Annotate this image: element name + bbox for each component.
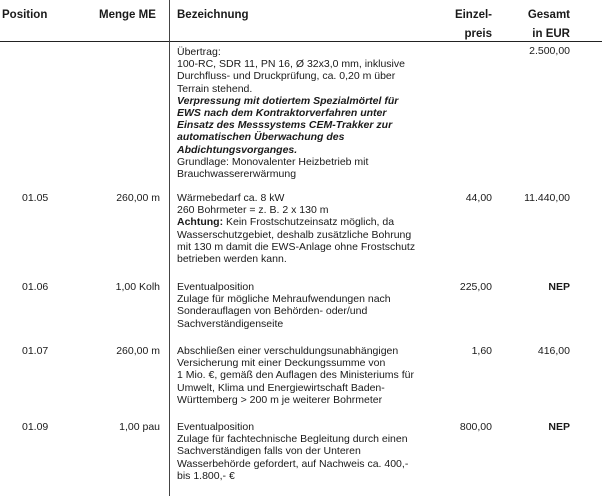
row-line: Sachverständigen falls von der Unteren (177, 445, 361, 458)
column-divider (169, 0, 170, 496)
row-line: Sachverständigenseite (177, 317, 284, 330)
row-line: Versicherung mit einer Deckungssumme von (177, 357, 386, 370)
row-gesamt: NEP (548, 421, 570, 433)
row-position: 01.05 (22, 192, 49, 204)
carry-line: Übertrag: (177, 46, 221, 58)
row-description (177, 192, 447, 265)
header-gesamt-line1: Gesamt (527, 9, 570, 21)
row-line (177, 216, 447, 228)
carry-description (177, 46, 447, 180)
row-gesamt: 11.440,00 (524, 192, 570, 204)
carry-line: Grundlage: Monovalenter Heizbetrieb mit (177, 155, 369, 168)
carry-bold-line: Einsatz des Messsystems CEM-Trakker zur (177, 119, 393, 132)
row-einzelpreis: 1,60 (471, 345, 492, 357)
header-position: Position (2, 9, 48, 21)
row-line: Abschließen einer verschuldungsunabhängigen (177, 345, 399, 357)
carry-bold-line: EWS nach dem Kontraktorverfahren unter (177, 107, 387, 120)
row-line: Wärmebedarf ca. 8 kW (177, 192, 285, 204)
carry-line: 100-RC, SDR 11, PN 16, Ø 32x3,0 mm, inklusive (177, 58, 405, 71)
achtung-text: Kein Frostschutzeinsatz möglich, da (223, 216, 395, 229)
row-line: mit 130 m damit die EWS-Anlage ohne Frostschutz (177, 240, 416, 253)
row-gesamt: 416,00 (537, 345, 570, 357)
row-menge: 260,00 m (116, 192, 160, 204)
row-line: Eventualposition (177, 421, 255, 433)
row-line: Wasserbehörde gefordert, auf Nachweis ca. 400,- (177, 457, 409, 470)
carry-line: Terrain stehend. (177, 82, 253, 95)
achtung-label: Achtung: (177, 216, 224, 229)
row-position: 01.06 (22, 281, 49, 293)
header-gesamt (510, 8, 570, 42)
header-einzelpreis (440, 8, 492, 42)
carry-bold-line: Abdichtungsvorganges. (177, 143, 298, 156)
row-description (177, 421, 447, 482)
carry-line: Durchfluss- und Druckprüfung, ca. 0,20 m über (177, 70, 396, 83)
row-line: bis 1.800,- € (177, 469, 235, 482)
row-line: Zulage für mögliche Mehraufwendungen nach (177, 293, 391, 306)
row-line: Umwelt, Klima und Energiewirtschaft Baden- (177, 381, 385, 394)
row-line: Sonderauflagen von Behörden- oder/und (177, 305, 368, 318)
row-description (177, 281, 447, 330)
row-line: Eventualposition (177, 281, 255, 293)
header-gesamt-line2: in EUR (532, 28, 570, 40)
carry-line: Brauchwassererwärmung (177, 168, 297, 181)
carry-bold-line: Verpressung mit dotiertem Spezialmörtel für (177, 94, 399, 107)
row-menge: 260,00 m (116, 345, 160, 357)
row-line: Wasserschutzgebiet, deshalb zusätzliche Bohrung (177, 228, 412, 241)
row-einzelpreis: 800,00 (459, 421, 492, 433)
row-menge: 1,00 Kolh (115, 281, 160, 293)
row-position: 01.07 (22, 345, 49, 357)
header-menge: Menge ME (99, 9, 156, 21)
header-einzelpreis-line1: Einzel- (454, 9, 492, 21)
row-line: Württemberg > 200 m je weiterer Bohrmeter (177, 393, 383, 406)
row-einzelpreis: 44,00 (465, 192, 492, 204)
carry-total: 2.500,00 (529, 45, 570, 57)
header-bezeichnung: Bezeichnung (177, 9, 249, 21)
row-line: 1 Mio. €, gemäß den Auflagen des Ministeriums für (177, 369, 414, 382)
row-menge: 1,00 pau (119, 421, 160, 433)
header-einzelpreis-line2: preis (464, 28, 492, 40)
row-description (177, 345, 447, 406)
row-line: betrieben werden kann. (177, 253, 287, 266)
row-line: 260 Bohrmeter = z. B. 2 x 130 m (177, 204, 329, 217)
row-position: 01.09 (22, 421, 49, 433)
row-line: Zulage für fachtechnische Begleitung durch einen (177, 433, 408, 446)
row-gesamt: NEP (548, 281, 570, 293)
carry-bold-line: automatischen Überwachung des (177, 131, 345, 144)
header-rule (0, 41, 602, 42)
row-einzelpreis: 225,00 (459, 281, 492, 293)
